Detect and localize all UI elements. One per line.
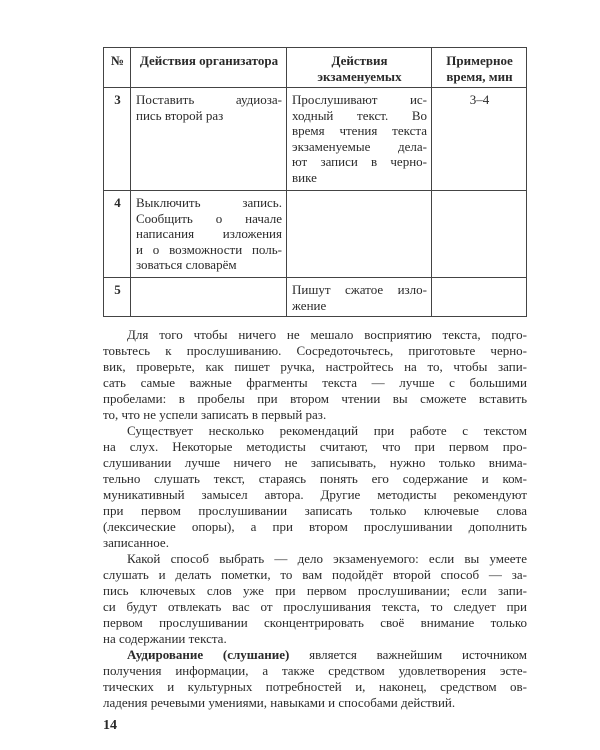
cell-line: Прослушивают ис- bbox=[292, 92, 427, 107]
paragraph-line: Существует несколько рекомендаций при работе с текстом bbox=[127, 423, 527, 438]
cell-line: написания изложения bbox=[136, 226, 282, 241]
body-text bbox=[103, 327, 527, 711]
examinee-cell bbox=[287, 88, 432, 191]
organizer-cell bbox=[131, 278, 287, 317]
paragraph-line: товьтесь к прослушиванию. Сосредоточьтесь, приготовьте черно- bbox=[103, 343, 527, 358]
table-row bbox=[104, 278, 527, 317]
row-number: 5 bbox=[104, 278, 131, 317]
paragraph-line: то, что не успели записать в первый раз. bbox=[103, 407, 327, 422]
cell-line: Сообщить о начале bbox=[136, 210, 282, 226]
paragraph-line: Какой способ выбрать — дело экзаменуемого: если вы умеете bbox=[127, 551, 527, 566]
paragraph-line: на слух. Некоторые методисты считают, что при первом про- bbox=[103, 439, 527, 454]
paragraph-line: ладения речевыми умениями, навыками и способами действий. bbox=[103, 695, 456, 710]
cell-line: жение bbox=[292, 297, 327, 313]
cell-line: ют записи в черно- bbox=[292, 154, 427, 169]
paragraph-line: слушать и делать пометки, то вам подойдёт второй способ — за- bbox=[103, 567, 527, 582]
paragraph-line: сать самые важные фрагменты текста — лучше с большими bbox=[103, 375, 527, 390]
cell-line: вике bbox=[292, 169, 317, 185]
table-row bbox=[104, 88, 527, 191]
cell-line: Пишут сжатое изло- bbox=[292, 282, 427, 297]
header-time: Примерное время, мин bbox=[432, 48, 527, 88]
paragraph-line: тельно слушать текст, стараясь понять его содержание и ком- bbox=[103, 471, 527, 486]
paragraph-line: при первом прослушивании записать только ключевые слова bbox=[103, 503, 527, 518]
cell-line: Поставить аудиоза- bbox=[136, 92, 282, 107]
cell-line: пись второй раз bbox=[136, 107, 224, 123]
cell-line: зоваться словарём bbox=[136, 257, 237, 272]
page-number: 14 bbox=[103, 718, 117, 733]
paragraph-line: на содержании текста. bbox=[103, 631, 227, 646]
row-number: 3 bbox=[104, 88, 131, 191]
paragraph-line: (лексические опоры), а при втором прослушивании дополнить bbox=[103, 519, 527, 534]
paragraph-line: Для того чтобы ничего не мешало восприятию текста, подго- bbox=[127, 327, 527, 342]
cell-line: Выключить запись. bbox=[136, 195, 282, 210]
paragraph-line: получения информации, а также средством удовлетворения эсте- bbox=[103, 663, 527, 678]
header-number: № bbox=[104, 48, 131, 88]
paragraph-line: слушивании лучше ничего не записывать, нужно только внима- bbox=[103, 455, 527, 470]
time-cell bbox=[432, 278, 527, 317]
time-cell bbox=[432, 191, 527, 278]
line-text: является важнейшим источником bbox=[289, 647, 527, 662]
cell-line: экзаменуемые дела- bbox=[292, 138, 427, 154]
paragraph-line bbox=[103, 647, 527, 663]
paragraph-line: вик, проверьте, как пишет ручка, настройтесь на то, чтобы запи- bbox=[103, 359, 527, 374]
paragraph-line: пробелами: в пробелы при втором чтении вы сможете вставить bbox=[103, 391, 527, 406]
paragraph-line: записанное. bbox=[103, 535, 169, 550]
bold-term: Аудирование (слушание) bbox=[127, 647, 290, 662]
paragraph-line: си будут отвлекать вас от прослушивания текста, то следует при bbox=[103, 599, 527, 614]
organizer-cell bbox=[131, 88, 287, 191]
procedure-table bbox=[103, 47, 527, 317]
paragraph-line: первом прослушивании сконцентрировать своё внимание только bbox=[103, 615, 527, 630]
paragraph-line: муникативный замысел автора. Другие методисты рекомендуют bbox=[103, 487, 527, 502]
table-row bbox=[104, 191, 527, 278]
examinee-cell bbox=[287, 278, 432, 317]
header-examinee-actions: Действия экзаменуемых bbox=[287, 48, 432, 88]
cell-line: и о возможности поль- bbox=[136, 241, 282, 257]
cell-line: ходный текст. Во bbox=[292, 107, 427, 123]
header-organizer-actions: Действия организатора bbox=[131, 48, 287, 88]
time-cell: 3–4 bbox=[432, 88, 527, 191]
paragraph-line: тических и культурных потребностей и, наконец, средством ов- bbox=[103, 679, 527, 694]
paragraph-line: пись ключевых слов уже при первом прослушивании; если запи- bbox=[103, 583, 527, 598]
row-number: 4 bbox=[104, 191, 131, 278]
examinee-cell bbox=[287, 191, 432, 278]
cell-line: время чтения текста bbox=[292, 123, 427, 138]
organizer-cell bbox=[131, 191, 287, 278]
table-header-row bbox=[104, 48, 527, 88]
